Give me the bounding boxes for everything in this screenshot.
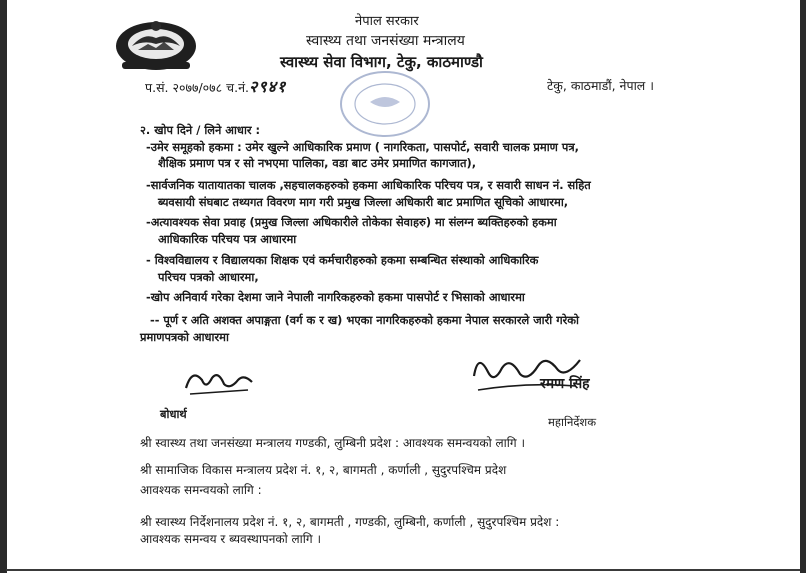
header-ministry: स्वास्थ्य तथा जनसंख्या मन्त्रालय <box>306 33 465 49</box>
body-line: शैक्षिक प्रमाण पत्र र सो नभएमा पालिका, वडा बाट उमेर प्रमाणित कागजात), <box>158 156 477 170</box>
body-line: -सार्वजनिक यातायातका चालक ,सहचालकहरुको हकमा आधिकारिक परिचय पत्र, र सवारी साधन नं. सहित <box>146 178 591 192</box>
cc-line: आवश्यक समन्वय र ब्यवस्थापनको लागि । <box>140 532 322 546</box>
body-line: परिचय पत्रको आधारमा, <box>158 270 259 284</box>
body-line: -उमेर समूहको हकमा : उमेर खुल्ने आधिकारिक प्रमाण ( नागरिकता, पासपोर्ट, सवारी चालक प्रमाण पत्र, <box>146 140 579 154</box>
header-department: स्वास्थ्य सेवा विभाग, टेकु, काठमाण्डौ <box>280 53 483 71</box>
cc-line: आवश्यक समन्वयको लागि : <box>140 483 262 497</box>
signatory-title: महानिर्देशक <box>548 415 597 429</box>
header-government: नेपाल सरकार <box>355 14 419 29</box>
body-line: ब्यवसायी संघबाट तथ्यगत विवरण माग गरी प्रमुख जिल्ला अधिकारी बाट प्रमाणित सूचिको आधारमा, <box>158 195 569 209</box>
cc-line: श्री स्वास्थ्य निर्देशनालय प्रदेश नं. १, २, बागमती , गण्डकी, लुम्बिनी, कर्णाली , सुदुरपश्चिम प्रदेश : <box>140 515 560 529</box>
body-line: -- पूर्ण र अति अशक्त अपाङ्गता (वर्ग क र ख) भएका नागरिकहरुको हकमा नेपाल सरकारले जारी गरेको <box>150 313 579 327</box>
body-line: -खोप अनिवार्य गरेका देशमा जाने नेपाली नागरिकहरुको हकमा पासपोर्ट र भिसाको आधारमा <box>146 290 525 304</box>
scan-border-left <box>0 0 7 573</box>
dispatch-number: २९४१ <box>248 77 287 96</box>
office-address: टेकु, काठमाडौं, नेपाल । <box>547 78 654 93</box>
body-line: आधिकारिक परिचय पत्र आधारमा <box>158 232 297 246</box>
scan-border-right <box>800 0 806 573</box>
signatory-name: रमण सिंह <box>540 376 590 392</box>
nepal-government-emblem-icon <box>108 14 204 76</box>
scan-bottom-edge <box>6 569 800 571</box>
section-heading: २. खोप दिने / लिने आधार : <box>140 123 261 137</box>
body-line: प्रमाणपत्रको आधारमा <box>140 330 229 344</box>
cc-line: श्री स्वास्थ्य तथा जनसंख्या मन्त्रालय गण्डकी, लुम्बिनी प्रदेश : आवश्यक समन्वयको लागि । <box>140 436 526 450</box>
reference-number <box>145 77 286 96</box>
office-seal-stamp-icon <box>330 64 440 144</box>
body-line: -अत्यावश्यक सेवा प्रवाह (प्रमुख जिल्ला अधिकारीले तोकेका सेवाहरु) मा संलग्न ब्यक्तिहरुको हकमा <box>146 215 557 229</box>
bodharth-label: बोधार्थ <box>160 407 187 421</box>
reference-prefix: प.सं. २०७७/०७८ च.नं. <box>145 80 249 95</box>
cc-line: श्री सामाजिक विकास मन्त्रालय प्रदेश नं. १, २, बागमती , कर्णाली , सुदुरपश्चिम प्रदेश <box>140 463 507 477</box>
body-line: - विश्वविद्यालय र विद्यालयका शिक्षक एवं कर्मचारीहरुको हकमा सम्बन्धित संस्थाको आधिकारिक <box>146 253 539 267</box>
initials-signature <box>178 360 258 400</box>
